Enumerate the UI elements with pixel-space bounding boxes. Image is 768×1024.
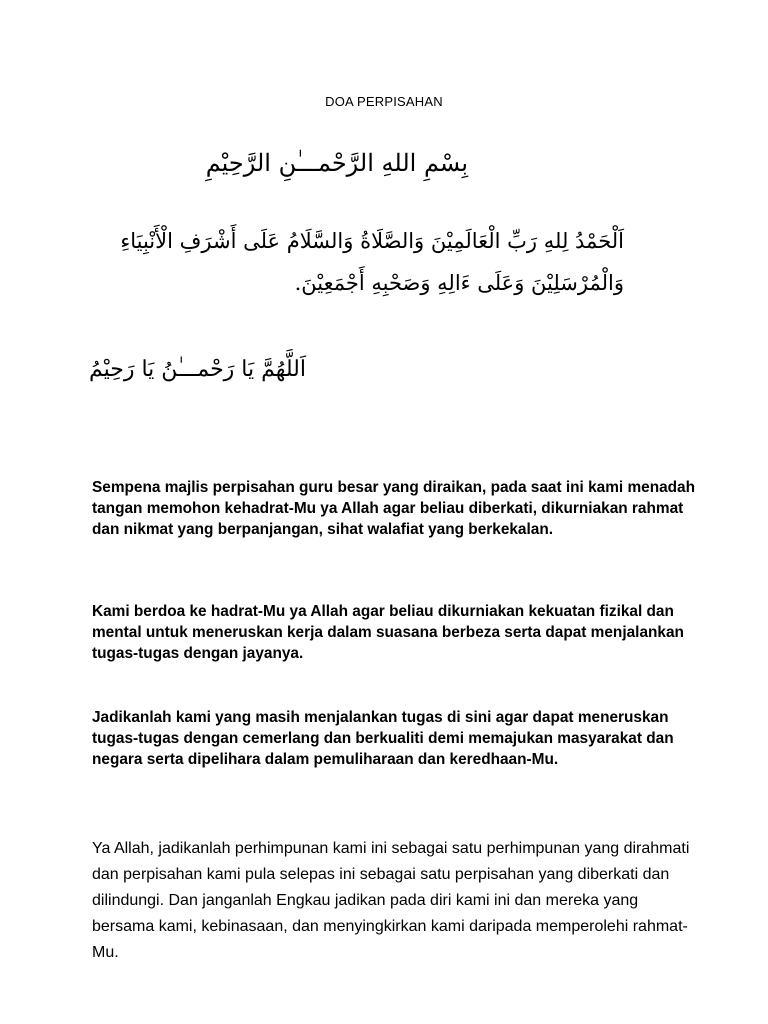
paragraph-2: Kami berdoa ke hadrat-Mu ya Allah agar beliau dikurniakan kekuatan fizikal dan mental untuk meneruskan kerja dalam suasana berbeza serta dapat menjalankan tugas-tugas dengan jayanya. [92, 603, 684, 662]
arabic-hamd-line-2: وَالْمُرْسَلِيْنَ وَعَلَى ءَالِهِ وَصَحْبِهِ أَجْمَعِيْنَ. [294, 271, 624, 295]
arabic-allahumma: اَللَّهُمَّ يَا رَحْمـــٰنُ يَا رَحِيْمُ [88, 357, 306, 382]
arabic-hamd [120, 220, 624, 304]
document-title: DOA PERPISAHAN [325, 94, 443, 109]
arabic-basmala: بِسْمِ اللهِ الرَّحْمـــٰنِ الرَّحِيْمِ [205, 149, 468, 177]
paragraph-1: Sempena majlis perpisahan guru besar yang diraikan, pada saat ini kami menadah tangan memohon kehadrat-Mu ya Allah agar beliau diberkati, dikurniakan rahmat dan nikmat yang berpanjangan, sihat walafiat yang berkekalan. [92, 479, 696, 538]
paragraph-4: Ya Allah, jadikanlah perhimpunan kami ini sebagai satu perhimpunan yang dirahmati dan perpisahan kami pula selepas ini sebagai satu perpisahan yang diberkati dan dilindungi. Dan janganlah Engkau jadikan pada diri kami ini dan mereka yang bersama kami, kebinasaan, dan menyingkirkan kami daripada memperolehi rahmat-Mu. [92, 840, 690, 961]
arabic-hamd-line-1: اَلْحَمْدُ لِلهِ رَبِّ الْعَالَمِيْنَ وَالصَّلَاةُ وَالسَّلَامُ عَلَى أَشْرَفِ الْأَنْبِيَاءِ [120, 229, 624, 253]
paragraph-3: Jadikanlah kami yang masih menjalankan tugas di sini agar dapat meneruskan tugas-tugas dengan cemerlang dan berkualiti demi memajukan masyarakat dan negara serta dipelihara dalam pemuliharaan dan keredhaan-Mu. [92, 709, 674, 768]
